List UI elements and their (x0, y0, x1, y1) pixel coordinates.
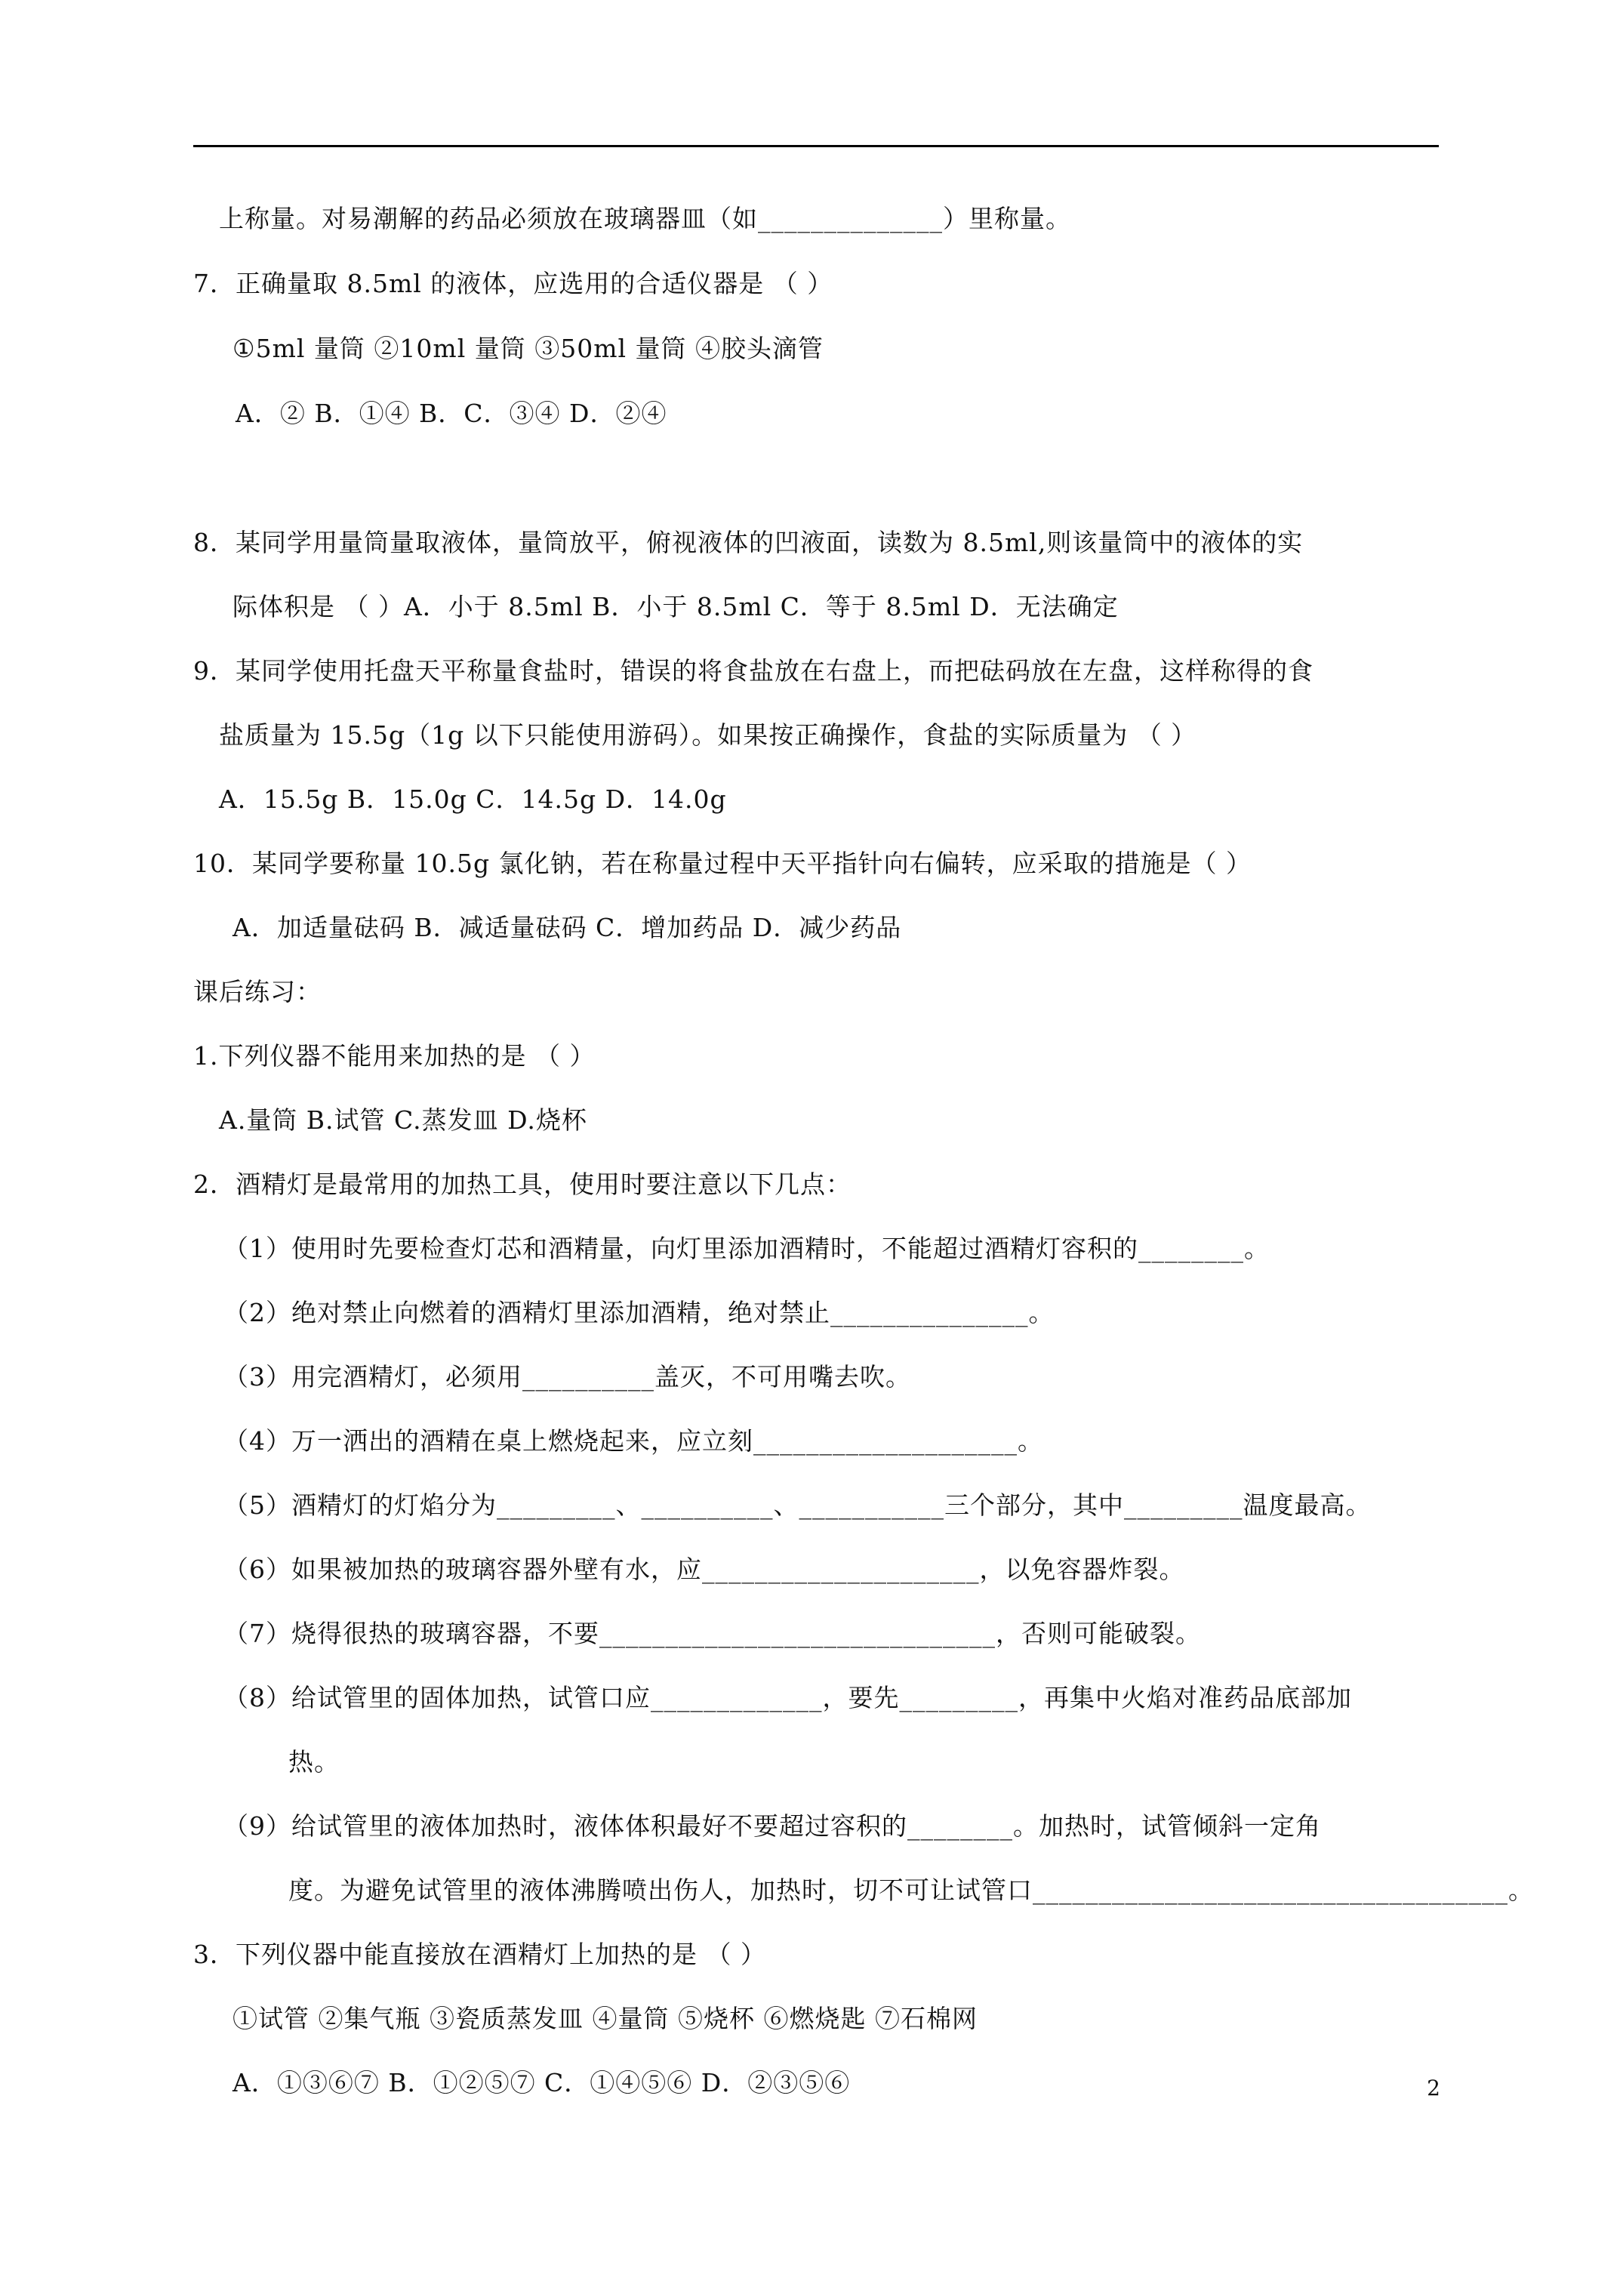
hw-question-3-options: A．①③⑥⑦ B．①②⑤⑦ C．①④⑤⑥ D．②③⑤⑥ (233, 2068, 851, 2097)
question-10-stem: 10．某同学要称量 10.5g 氯化钠，若在称量过程中天平指针向右偏转，应采取的措施是（ ） (193, 849, 1252, 878)
page-number: 2 (1427, 2076, 1440, 2100)
question-7-options: A．② B．①④ B．C．③④ D．②④ (236, 399, 667, 428)
question-8-stem: 8．某同学用量筒量取液体，量筒放平，俯视液体的凹液面，读数为 8.5ml,则该量筒中的液体的实 (193, 528, 1304, 557)
hw-question-2-item-8: （8）给试管里的固体加热，试管口应_____________，要先_________，再集中火焰对准药品底部加 (223, 1683, 1352, 1712)
question-7-stem: 7．正确量取 8.5ml 的液体，应选用的合适仪器是 （ ） (193, 269, 833, 298)
section-heading-homework: 课后练习： (193, 977, 322, 1006)
hw-question-1-options: A.量筒 B.试管 C.蒸发皿 D.烧杯 (219, 1105, 587, 1135)
hw-question-1-stem: 1.下列仪器不能用来加热的是 （ ） (193, 1041, 596, 1071)
hw-question-2-item-1: （1）使用时先要检查灯芯和酒精量，向灯里添加酒精时，不能超过酒精灯容积的________。 (223, 1234, 1270, 1263)
hw-question-2-item-3: （3）用完酒精灯，必须用__________盖灭，不可用嘴去吹。 (223, 1362, 911, 1391)
question-8-stem-cont: 际体积是 （ ）A．小于 8.5ml B．小于 8.5ml C．等于 8.5ml D．无法确定 (233, 592, 1119, 621)
hw-question-3-instruments: ①试管 ②集气瓶 ③瓷质蒸发皿 ④量筒 ⑤烧杯 ⑥燃烧匙 ⑦石棉网 (233, 2004, 978, 2033)
hw-question-2-item-7: （7）烧得很热的玻璃容器，不要______________________________，否则可能破裂。 (223, 1619, 1201, 1648)
header-rule (193, 145, 1439, 147)
hw-question-2-item-9: （9）给试管里的液体加热时，液体体积最好不要超过容积的________。加热时，试管倾斜一定角 (223, 1811, 1321, 1841)
question-7-instruments: ①5ml 量筒 ②10ml 量筒 ③50ml 量筒 ④胶头滴管 (233, 334, 824, 363)
hw-question-2-item-9-cont: 度。为避免试管里的液体沸腾喷出伤人，加热时，切不可让试管口____________________________________。 (288, 1875, 1534, 1905)
hw-question-2-item-4: （4）万一洒出的酒精在桌上燃烧起来，应立刻____________________。 (223, 1426, 1043, 1456)
hw-question-2-item-6: （6）如果被加热的玻璃容器外壁有水，应_____________________，以免容器炸裂。 (223, 1555, 1185, 1584)
question-9-options: A．15.5g B．15.0g C．14.5g D．14.0g (219, 784, 727, 814)
hw-question-2-stem: 2．酒精灯是最常用的加热工具，使用时要注意以下几点： (193, 1170, 852, 1199)
hw-question-2-item-5: （5）酒精灯的灯焰分为_________、__________、___________三个部分，其中_________温度最高。 (223, 1490, 1372, 1520)
question-9-stem-cont: 盐质量为 15.5g（1g 以下只能使用游码）。如果按正确操作，食盐的实际质量为 （ ） (219, 720, 1197, 750)
question-10-options: A．加适量砝码 B．减适量砝码 C．增加药品 D．减少药品 (233, 913, 902, 942)
hw-question-2-item-8-cont: 热。 (288, 1747, 340, 1777)
question-9-stem: 9．某同学使用托盘天平称量食盐时，错误的将食盐放在右盘上，而把砝码放在左盘，这样称得的食 (193, 656, 1313, 686)
prev-question-continuation: 上称量。对易潮解的药品必须放在玻璃器皿（如______________）里称量。 (219, 204, 1071, 233)
hw-question-3-stem: 3．下列仪器中能直接放在酒精灯上加热的是 （ ） (193, 1940, 766, 1969)
hw-question-2-item-2: （2）绝对禁止向燃着的酒精灯里添加酒精，绝对禁止_______________。 (223, 1298, 1055, 1327)
